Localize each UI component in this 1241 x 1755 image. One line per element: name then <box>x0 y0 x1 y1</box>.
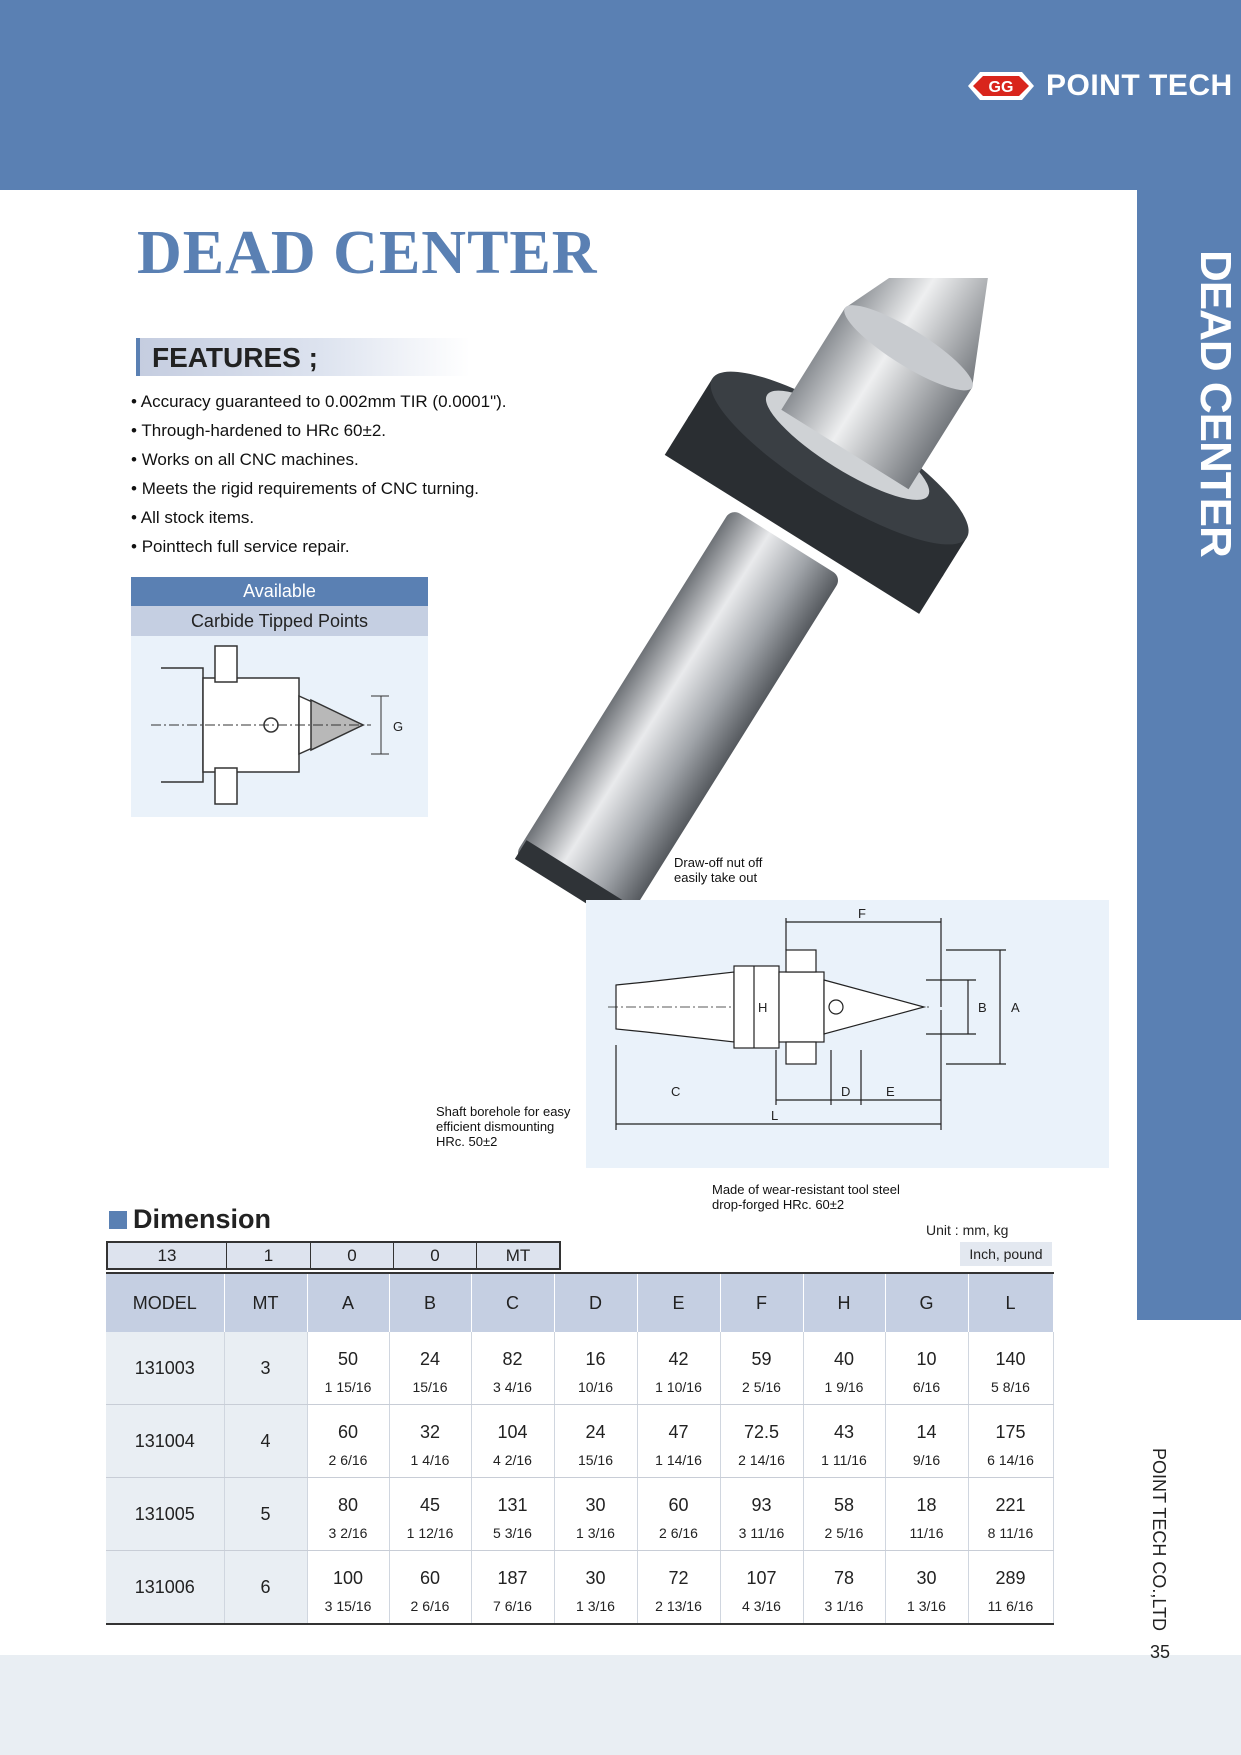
inch-value-cell: 2 5/16 <box>803 1516 885 1551</box>
mm-value-cell: 45 <box>389 1478 471 1517</box>
technical-diagram <box>586 900 1109 1168</box>
mm-value-cell: 30 <box>554 1478 637 1517</box>
inch-value-cell: 2 6/16 <box>307 1443 389 1478</box>
feature-item: • Through-hardened to HRc 60±2. <box>131 421 507 450</box>
feature-item: • Meets the rigid requirements of CNC turning. <box>131 479 507 508</box>
table-row <box>106 1405 1053 1444</box>
features-heading: FEATURES ; <box>152 342 318 373</box>
code-cell: 0 <box>311 1243 394 1268</box>
mm-value-cell: 107 <box>720 1551 803 1590</box>
inch-value-cell: 15/16 <box>389 1370 471 1405</box>
mt-cell: 6 <box>224 1551 307 1625</box>
inch-value-cell: 9/16 <box>885 1443 968 1478</box>
footer-band <box>0 1655 1241 1755</box>
inch-value-cell: 11 6/16 <box>968 1589 1053 1624</box>
page-title: DEAD CENTER <box>137 219 598 287</box>
mm-value-cell: 60 <box>389 1551 471 1590</box>
inch-value-cell: 3 11/16 <box>720 1516 803 1551</box>
inch-value-cell: 4 3/16 <box>720 1589 803 1624</box>
code-cell: 0 <box>394 1243 477 1268</box>
mm-value-cell: 10 <box>885 1332 968 1370</box>
carbide-tip-drawing <box>131 636 428 817</box>
callout-steel-line: Made of wear-resistant tool steel <box>712 1182 900 1197</box>
col-header: E <box>637 1273 720 1332</box>
callout-nut-line: Draw-off nut off <box>674 855 763 870</box>
inch-value-cell: 6 14/16 <box>968 1443 1053 1478</box>
mm-value-cell: 100 <box>307 1551 389 1590</box>
model-cell: 131004 <box>106 1405 224 1478</box>
dim-c-label: C <box>671 1084 681 1099</box>
side-title: DEAD CENTER <box>1191 250 1240 557</box>
mm-value-cell: 78 <box>803 1551 885 1590</box>
mm-value-cell: 80 <box>307 1478 389 1517</box>
mm-value-cell: 18 <box>885 1478 968 1517</box>
dim-b-label: B <box>978 1000 987 1015</box>
inch-value-cell: 4 2/16 <box>471 1443 554 1478</box>
dim-e-label: E <box>886 1084 895 1099</box>
inch-value-cell: 3 2/16 <box>307 1516 389 1551</box>
available-box <box>131 577 428 817</box>
col-header: L <box>968 1273 1053 1332</box>
callout-shaft-line: HRc. 50±2 <box>436 1134 498 1149</box>
mm-value-cell: 14 <box>885 1405 968 1444</box>
mm-value-cell: 40 <box>803 1332 885 1370</box>
available-label: Available <box>131 577 428 606</box>
col-header: D <box>554 1273 637 1332</box>
table-header-row <box>106 1273 1053 1332</box>
unit-metric: Unit : mm, kg <box>926 1222 1009 1238</box>
callout-nut <box>674 855 762 885</box>
inch-value-cell: 1 3/16 <box>885 1589 968 1624</box>
dim-h-label: H <box>758 1000 768 1015</box>
inch-value-cell: 1 3/16 <box>554 1589 637 1624</box>
feature-item: • Accuracy guaranteed to 0.002mm TIR (0.0001"). <box>131 392 507 421</box>
table-row <box>106 1551 1053 1590</box>
mm-value-cell: 60 <box>637 1478 720 1517</box>
mt-cell: 5 <box>224 1478 307 1551</box>
callout-steel <box>712 1182 900 1212</box>
mm-value-cell: 43 <box>803 1405 885 1444</box>
mm-value-cell: 58 <box>803 1478 885 1517</box>
callout-shaft <box>436 1104 570 1149</box>
model-cell: 131005 <box>106 1478 224 1551</box>
mm-value-cell: 30 <box>554 1551 637 1590</box>
mm-value-cell: 131 <box>471 1478 554 1517</box>
inch-value-cell: 5 8/16 <box>968 1370 1053 1405</box>
callout-steel-line: drop-forged HRc. 60±2 <box>712 1197 845 1212</box>
callout-nut-line: easily take out <box>674 870 758 885</box>
inch-value-cell: 15/16 <box>554 1443 637 1478</box>
mm-value-cell: 47 <box>637 1405 720 1444</box>
mm-value-cell: 24 <box>554 1405 637 1444</box>
inch-value-cell: 2 6/16 <box>389 1589 471 1624</box>
inch-value-cell: 6/16 <box>885 1370 968 1405</box>
inch-value-cell: 1 14/16 <box>637 1443 720 1478</box>
mm-value-cell: 175 <box>968 1405 1053 1444</box>
table-row <box>106 1332 1053 1370</box>
mm-value-cell: 16 <box>554 1332 637 1370</box>
dim-a-label: A <box>1011 1000 1020 1015</box>
col-header: MT <box>224 1273 307 1332</box>
inch-value-cell: 1 4/16 <box>389 1443 471 1478</box>
model-cell: 131003 <box>106 1332 224 1405</box>
inch-value-cell: 3 1/16 <box>803 1589 885 1624</box>
inch-value-cell: 3 4/16 <box>471 1370 554 1405</box>
col-header: F <box>720 1273 803 1332</box>
dim-l-label: L <box>771 1108 779 1123</box>
available-item: Carbide Tipped Points <box>131 606 428 636</box>
inch-value-cell: 1 10/16 <box>637 1370 720 1405</box>
inch-value-cell: 10/16 <box>554 1370 637 1405</box>
dimension-heading <box>109 1204 271 1235</box>
dim-g-label: G <box>393 719 404 734</box>
mt-cell: 4 <box>224 1405 307 1478</box>
mm-value-cell: 104 <box>471 1405 554 1444</box>
col-header: H <box>803 1273 885 1332</box>
mm-value-cell: 32 <box>389 1405 471 1444</box>
brand-name: POINT TECH <box>1046 69 1233 102</box>
feature-item: • Pointtech full service repair. <box>131 537 507 566</box>
col-header: A <box>307 1273 389 1332</box>
col-header: C <box>471 1273 554 1332</box>
dim-f-label: F <box>858 906 866 921</box>
mt-cell: 3 <box>224 1332 307 1405</box>
dimension-table <box>106 1272 1054 1625</box>
mm-value-cell: 60 <box>307 1405 389 1444</box>
mm-value-cell: 289 <box>968 1551 1053 1590</box>
inch-value-cell: 1 3/16 <box>554 1516 637 1551</box>
gg-logo-icon <box>966 68 1036 104</box>
dimension-title: Dimension <box>133 1204 272 1234</box>
table-body <box>106 1332 1053 1624</box>
mm-value-cell: 187 <box>471 1551 554 1590</box>
mm-value-cell: 140 <box>968 1332 1053 1370</box>
company-name: POINT TECH CO.,LTD <box>1149 1448 1169 1632</box>
brand-logo <box>966 68 1233 104</box>
mm-value-cell: 221 <box>968 1478 1053 1517</box>
code-cell: 1 <box>227 1243 311 1268</box>
model-code-row <box>106 1241 561 1270</box>
feature-item: • Works on all CNC machines. <box>131 450 507 479</box>
mm-value-cell: 50 <box>307 1332 389 1370</box>
inch-value-cell: 7 6/16 <box>471 1589 554 1624</box>
inch-value-cell: 1 11/16 <box>803 1443 885 1478</box>
feature-item: • All stock items. <box>131 508 507 537</box>
mm-value-cell: 24 <box>389 1332 471 1370</box>
square-icon <box>109 1211 127 1229</box>
mm-value-cell: 82 <box>471 1332 554 1370</box>
mm-value-cell: 30 <box>885 1551 968 1590</box>
unit-imperial: Inch, pound <box>960 1242 1052 1266</box>
col-header: B <box>389 1273 471 1332</box>
code-cell: 13 <box>108 1243 227 1268</box>
inch-value-cell: 8 11/16 <box>968 1516 1053 1551</box>
inch-value-cell: 2 6/16 <box>637 1516 720 1551</box>
inch-value-cell: 2 14/16 <box>720 1443 803 1478</box>
mm-value-cell: 72.5 <box>720 1405 803 1444</box>
inch-value-cell: 5 3/16 <box>471 1516 554 1551</box>
callout-shaft-line: efficient dismounting <box>436 1119 555 1134</box>
code-cell: MT <box>505 1246 531 1265</box>
inch-value-cell: 2 5/16 <box>720 1370 803 1405</box>
inch-value-cell: 3 15/16 <box>307 1589 389 1624</box>
logo-mark: GG <box>988 79 1014 96</box>
mm-value-cell: 42 <box>637 1332 720 1370</box>
col-header: MODEL <box>106 1273 224 1332</box>
callout-shaft-line: Shaft borehole for easy <box>436 1104 571 1119</box>
col-header: G <box>885 1273 968 1332</box>
mm-value-cell: 72 <box>637 1551 720 1590</box>
dim-d-label: D <box>841 1084 851 1099</box>
inch-value-cell: 1 9/16 <box>803 1370 885 1405</box>
mm-value-cell: 93 <box>720 1478 803 1517</box>
mm-value-cell: 59 <box>720 1332 803 1370</box>
inch-value-cell: 11/16 <box>885 1516 968 1551</box>
page-number: 35 <box>1150 1642 1171 1662</box>
table-row <box>106 1478 1053 1517</box>
inch-value-cell: 2 13/16 <box>637 1589 720 1624</box>
inch-value-cell: 1 12/16 <box>389 1516 471 1551</box>
dimension-drawing <box>586 900 1109 1168</box>
inch-value-cell: 1 15/16 <box>307 1370 389 1405</box>
model-cell: 131006 <box>106 1551 224 1625</box>
